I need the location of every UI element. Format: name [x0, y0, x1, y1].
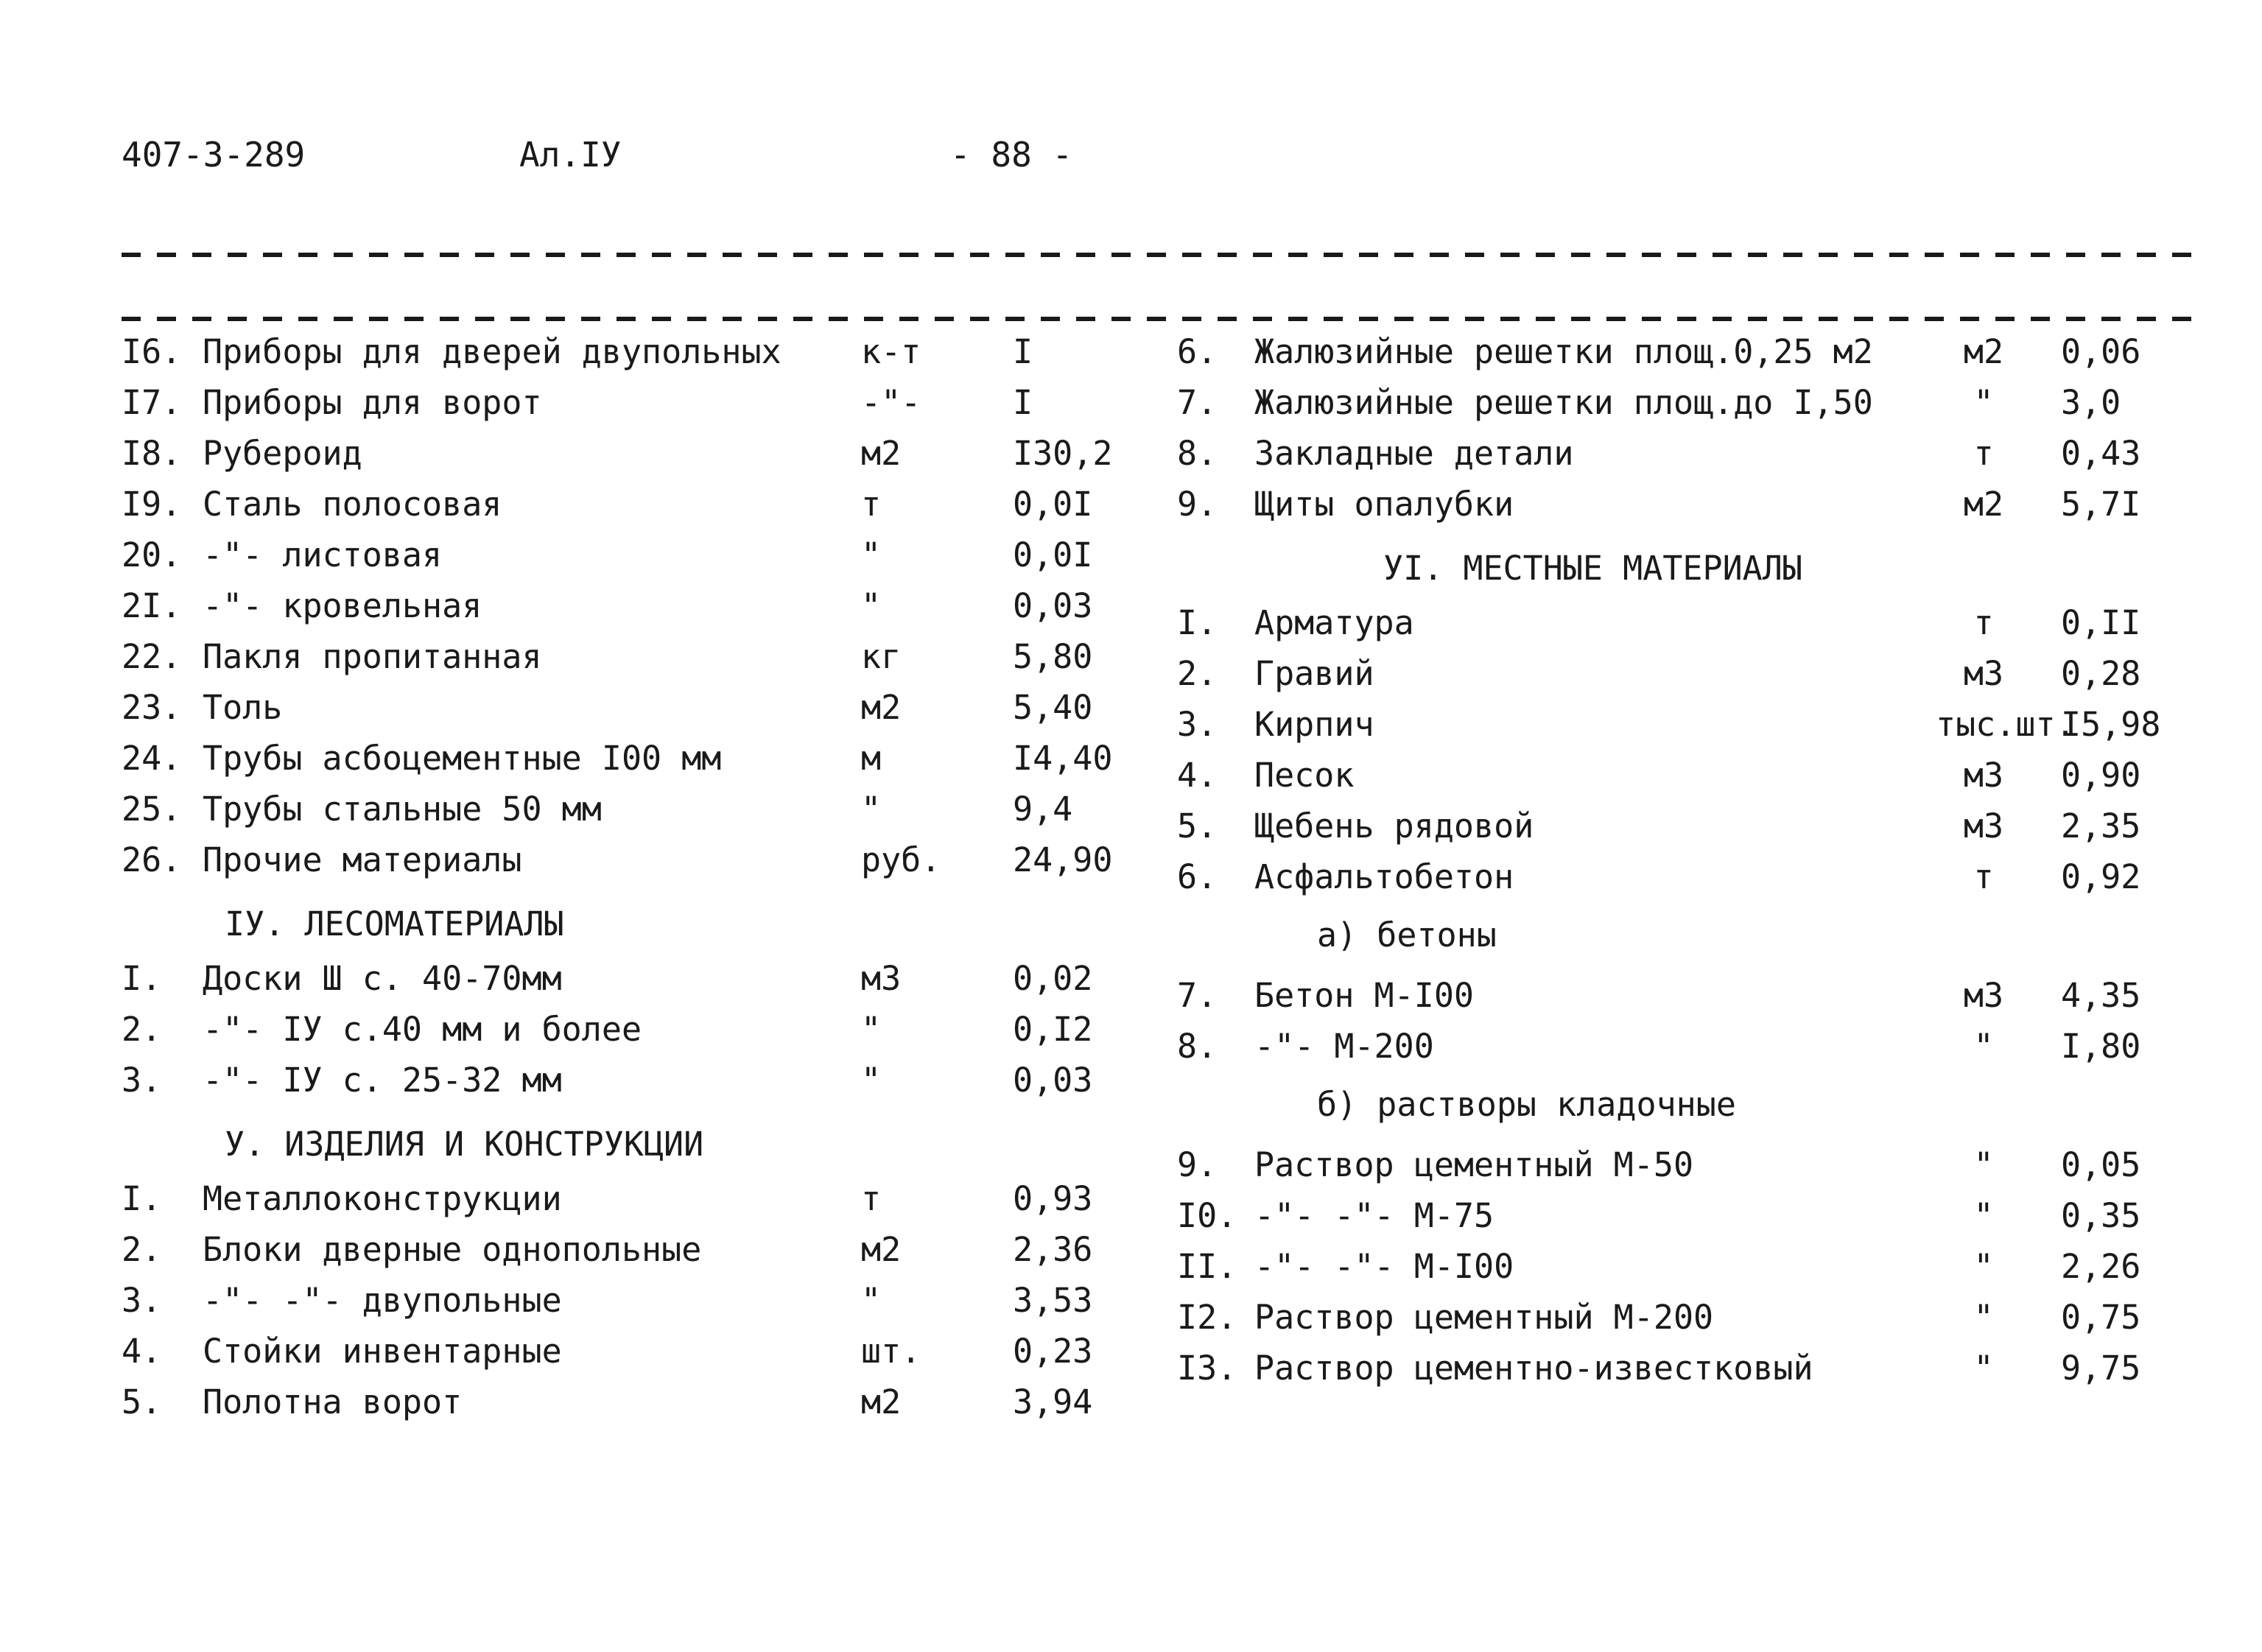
item-num: 2. — [1177, 654, 1218, 693]
item-qty: 0,06 — [2061, 332, 2141, 371]
item-num: I. — [1177, 603, 1218, 642]
item-num: 7. — [1177, 383, 1218, 422]
divider-top — [122, 253, 2206, 257]
section-title: УI. МЕСТНЫЕ МАТЕРИАЛЫ — [1383, 549, 1802, 588]
section-title: У. ИЗДЕЛИЯ И КОНСТРУКЦИИ — [225, 1125, 704, 1164]
subsection-title: б) растворы кладочные — [1317, 1085, 1736, 1124]
item-qty: 0,90 — [2061, 756, 2141, 795]
item-num: I9. — [122, 485, 182, 524]
item-unit: руб. — [861, 840, 941, 879]
item-qty: 5,40 — [1013, 688, 1093, 727]
item-num: 3. — [1177, 705, 1218, 744]
album-number: Ал.IУ — [519, 135, 622, 175]
item-unit: т — [1973, 857, 1994, 896]
item-name: Бетон М-I00 — [1254, 976, 1475, 1015]
item-num: 7. — [1177, 976, 1218, 1015]
item-name: Песок — [1254, 756, 1355, 795]
subsection-title: а) бетоны — [1317, 915, 1497, 955]
item-unit: м3 — [1963, 654, 2004, 693]
item-qty: 3,94 — [1013, 1382, 1093, 1421]
item-num: 9. — [1177, 1145, 1218, 1184]
item-qty: 9,75 — [2061, 1349, 2141, 1388]
item-name: -"- -"- М-75 — [1254, 1196, 1494, 1235]
item-num: II. — [1177, 1247, 1237, 1286]
item-unit: шт. — [861, 1332, 921, 1371]
item-unit: к-т — [861, 332, 921, 371]
item-qty: 0,I2 — [1013, 1010, 1093, 1049]
item-unit: -"- — [861, 383, 921, 422]
item-unit: т — [1973, 603, 1994, 642]
item-unit: кг — [861, 637, 902, 676]
item-name: -"- листовая — [203, 535, 443, 574]
item-qty: 0,II — [2061, 603, 2141, 642]
item-name: Асфальтобетон — [1254, 857, 1514, 896]
item-qty: 5,80 — [1013, 637, 1093, 676]
item-qty: 0,92 — [2061, 857, 2141, 896]
item-name: Щебень рядовой — [1254, 806, 1534, 846]
item-num: 4. — [1177, 756, 1218, 795]
item-num: 24. — [122, 739, 182, 778]
item-name: Приборы для ворот — [203, 383, 542, 422]
item-num: 2I. — [122, 586, 182, 625]
item-name: Сталь полосовая — [203, 485, 502, 524]
item-name: Полотна ворот — [203, 1382, 463, 1421]
item-num: 8. — [1177, 1027, 1218, 1066]
item-unit: " — [1973, 1247, 1994, 1286]
item-qty: 0,35 — [2061, 1196, 2141, 1235]
item-unit: " — [861, 586, 882, 625]
item-unit: " — [1973, 1349, 1994, 1388]
item-name: Металлоконструкции — [203, 1179, 562, 1218]
item-unit: т — [861, 1179, 882, 1218]
item-unit: м2 — [861, 434, 902, 473]
item-num: I6. — [122, 332, 182, 371]
item-name: Доски Ш с. 40-70мм — [203, 959, 562, 998]
item-num: 2. — [122, 1010, 162, 1049]
item-num: I7. — [122, 383, 182, 422]
divider-table-head — [122, 317, 2206, 321]
item-qty: 0,93 — [1013, 1179, 1093, 1218]
item-num: 6. — [1177, 332, 1218, 371]
item-num: 23. — [122, 688, 182, 727]
item-unit: м2 — [861, 1382, 902, 1421]
item-qty: 0,75 — [2061, 1298, 2141, 1337]
item-num: 20. — [122, 535, 182, 574]
item-qty: 4,35 — [2061, 976, 2141, 1015]
item-name: -"- IУ с.40 мм и более — [203, 1010, 642, 1049]
item-qty: 0,02 — [1013, 959, 1093, 998]
item-qty: 0,0I — [1013, 535, 1093, 574]
item-name: Жалюзийные решетки площ.0,25 м2 — [1254, 332, 1873, 371]
item-unit: " — [861, 790, 882, 829]
item-name: Блоки дверные однопольные — [203, 1230, 702, 1269]
item-name: Раствор цементно-известковый — [1254, 1349, 1813, 1388]
item-qty: I,80 — [2061, 1027, 2141, 1066]
item-num: 26. — [122, 840, 182, 879]
item-unit: " — [1973, 1196, 1994, 1235]
item-qty: I30,2 — [1013, 434, 1113, 473]
item-unit: м2 — [1963, 332, 2004, 371]
item-num: 5. — [122, 1382, 162, 1421]
item-qty: 0,03 — [1013, 586, 1093, 625]
item-unit: м2 — [861, 1230, 902, 1269]
item-name: -"- М-200 — [1254, 1027, 1434, 1066]
item-qty: 9,4 — [1013, 790, 1073, 829]
item-qty: 0,05 — [2061, 1145, 2141, 1184]
item-num: I3. — [1177, 1349, 1237, 1388]
item-unit: тыс.шт. — [1936, 705, 2076, 744]
item-name: -"- кровельная — [203, 586, 482, 625]
item-qty: I4,40 — [1013, 739, 1113, 778]
item-name: Щиты опалубки — [1254, 485, 1514, 524]
item-name: -"- IУ с. 25-32 мм — [203, 1061, 562, 1100]
item-name: Рубероид — [203, 434, 362, 473]
item-unit: м3 — [861, 959, 902, 998]
item-qty: 0,23 — [1013, 1332, 1093, 1371]
item-name: Пакля пропитанная — [203, 637, 542, 676]
item-qty: I — [1013, 332, 1033, 371]
item-unit: " — [861, 1061, 882, 1100]
page-number: - 88 - — [950, 135, 1073, 175]
item-name: Арматура — [1254, 603, 1414, 642]
item-unit: " — [861, 535, 882, 574]
item-qty: I — [1013, 383, 1033, 422]
item-qty: 3,0 — [2061, 383, 2121, 422]
item-qty: 0,03 — [1013, 1061, 1093, 1100]
item-qty: 5,7I — [2061, 485, 2141, 524]
item-name: Трубы асбоцементные I00 мм — [203, 739, 722, 778]
item-unit: т — [1973, 434, 1994, 473]
item-unit: т — [861, 485, 882, 524]
item-num: I8. — [122, 434, 182, 473]
item-unit: м3 — [1963, 976, 2004, 1015]
item-name: Приборы для дверей двупольных — [203, 332, 781, 371]
item-name: -"- -"- двупольные — [203, 1281, 562, 1320]
item-unit: " — [1973, 1298, 1994, 1337]
item-name: Раствор цементный М-200 — [1254, 1298, 1714, 1337]
doc-code: 407-3-289 — [122, 135, 306, 175]
item-num: I. — [122, 959, 162, 998]
item-num: 8. — [1177, 434, 1218, 473]
item-qty: 2,26 — [2061, 1247, 2141, 1286]
item-num: 25. — [122, 790, 182, 829]
item-name: Стойки инвентарные — [203, 1332, 562, 1371]
item-name: Прочие материалы — [203, 840, 522, 879]
item-num: I. — [122, 1179, 162, 1218]
item-unit: " — [1973, 1027, 1994, 1066]
item-name: Трубы стальные 50 мм — [203, 790, 602, 829]
item-qty: 2,35 — [2061, 806, 2141, 846]
item-unit: м — [861, 739, 882, 778]
item-qty: 0,43 — [2061, 434, 2141, 473]
item-unit: " — [1973, 383, 1994, 422]
item-name: Закладные детали — [1254, 434, 1574, 473]
item-name: Жалюзийные решетки площ.до I,50 — [1254, 383, 1873, 422]
item-num: 3. — [122, 1061, 162, 1100]
item-qty: 24,90 — [1013, 840, 1113, 879]
item-qty: 0,0I — [1013, 485, 1093, 524]
item-unit: м2 — [861, 688, 902, 727]
item-name: Толь — [203, 688, 283, 727]
item-name: Кирпич — [1254, 705, 1374, 744]
item-unit: " — [1973, 1145, 1994, 1184]
section-title: IУ. ЛЕСОМАТЕРИАЛЫ — [225, 904, 564, 943]
item-name: Гравий — [1254, 654, 1374, 693]
item-num: 5. — [1177, 806, 1218, 846]
item-unit: м3 — [1963, 756, 2004, 795]
item-qty: 0,28 — [2061, 654, 2141, 693]
item-unit: " — [861, 1281, 882, 1320]
item-name: -"- -"- М-I00 — [1254, 1247, 1514, 1286]
item-num: 6. — [1177, 857, 1218, 896]
item-qty: I5,98 — [2061, 705, 2161, 744]
item-num: 2. — [122, 1230, 162, 1269]
item-qty: 3,53 — [1013, 1281, 1093, 1320]
item-num: 3. — [122, 1281, 162, 1320]
item-unit: " — [861, 1010, 882, 1049]
item-num: I0. — [1177, 1196, 1237, 1235]
item-name: Раствор цементный М-50 — [1254, 1145, 1694, 1184]
item-unit: м2 — [1963, 485, 2004, 524]
item-num: 9. — [1177, 485, 1218, 524]
item-qty: 2,36 — [1013, 1230, 1093, 1269]
item-num: 4. — [122, 1332, 162, 1371]
item-num: I2. — [1177, 1298, 1237, 1337]
item-unit: м3 — [1963, 806, 2004, 846]
item-num: 22. — [122, 637, 182, 676]
